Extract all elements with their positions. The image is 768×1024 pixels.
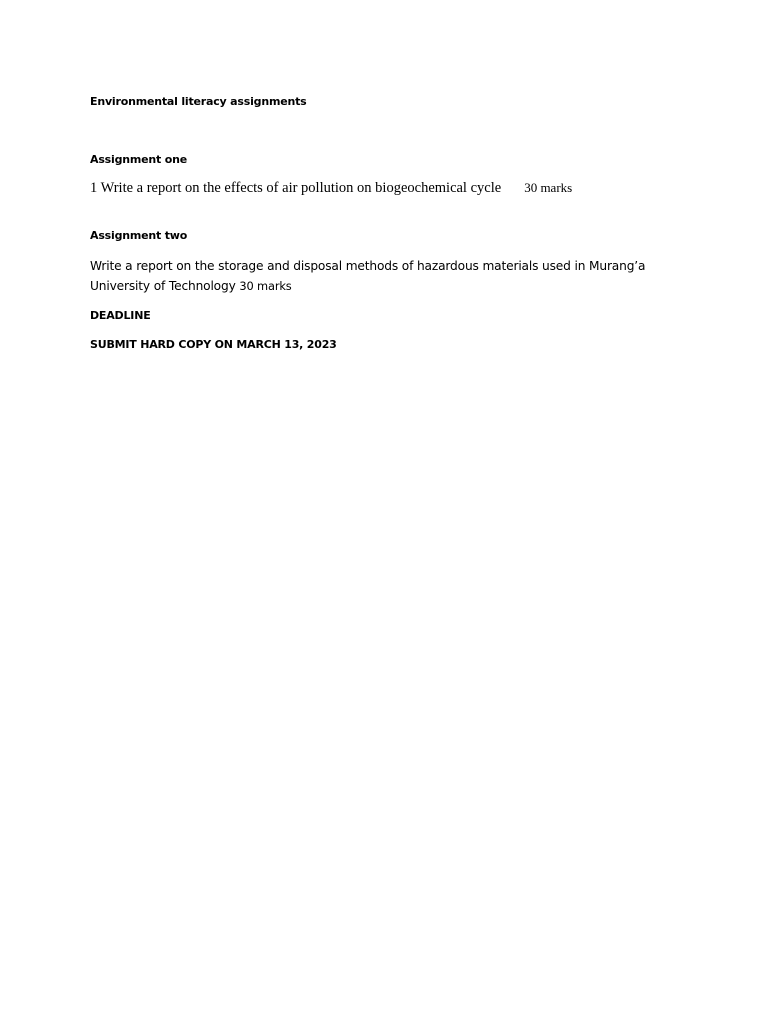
assignment-two-paragraph xyxy=(90,256,690,296)
document-title: Environmental literacy assignments xyxy=(90,95,307,108)
assignment-one-heading: Assignment one xyxy=(90,153,187,166)
deadline-heading: DEADLINE xyxy=(90,309,151,322)
assignment-one-text: 1 Write a report on the effects of air pollution on biogeochemical cycle xyxy=(90,180,502,196)
assignment-two-heading: Assignment two xyxy=(90,229,188,242)
assignment-one-line xyxy=(90,179,572,197)
deadline-text: SUBMIT HARD COPY ON MARCH 13, 2023 xyxy=(90,338,337,351)
assignment-one-marks: 30 marks xyxy=(524,180,573,195)
assignment-two-marks: 30 marks xyxy=(239,279,292,293)
assignment-two-text: Write a report on the storage and disposal methods of hazardous materials used in Murang’a University of Technology xyxy=(90,259,646,293)
